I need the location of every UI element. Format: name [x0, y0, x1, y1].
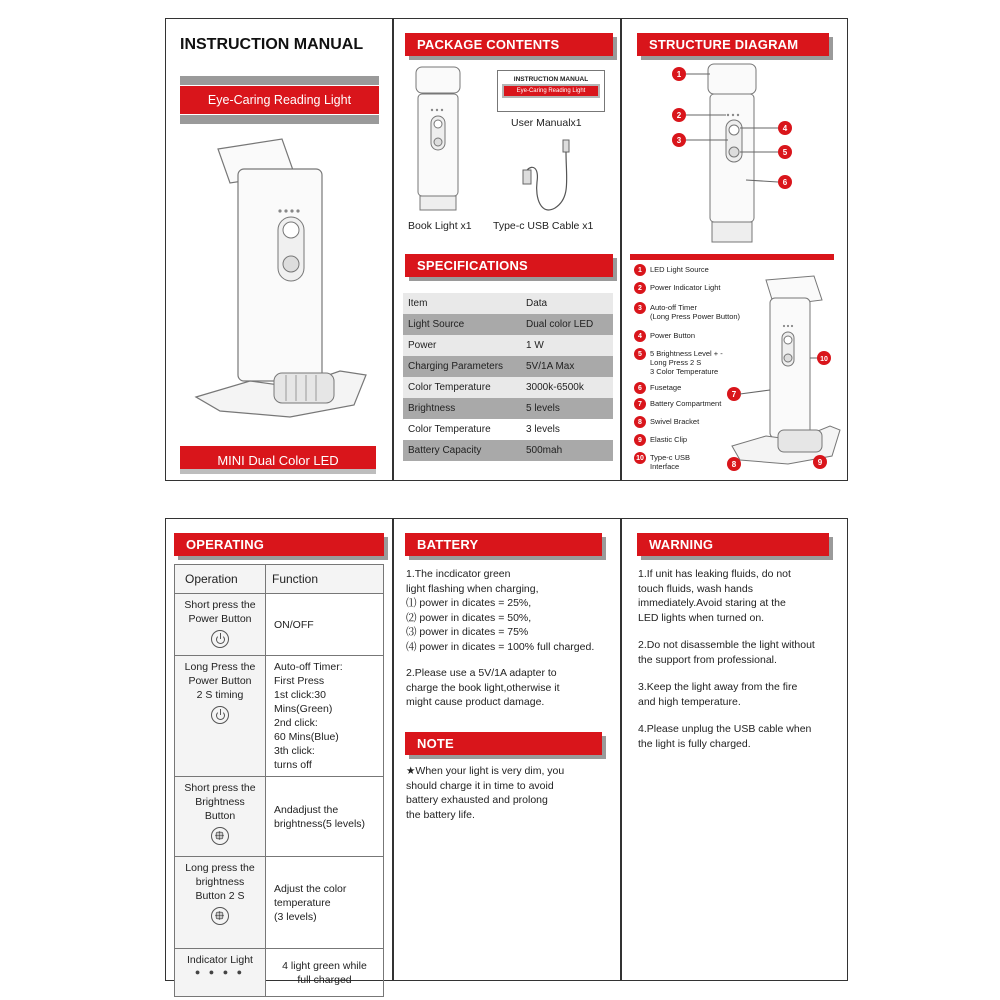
operating-table-header — [175, 565, 384, 594]
legend-number: 1 — [634, 264, 646, 276]
legend-number: 7 — [634, 398, 646, 410]
note-header: NOTE — [405, 732, 602, 755]
legend-number: 9 — [634, 434, 646, 446]
brightness-button-icon — [211, 907, 229, 925]
operating-row — [175, 656, 384, 777]
spec-data: 3 levels — [521, 419, 613, 440]
function-cell — [266, 777, 384, 857]
indicator-dots-icon: ● ● ● ● — [194, 967, 246, 977]
battery-text-2: 2.Please use a 5V/1A adapter to charge the book light,otherwise it might cause product damage. — [406, 667, 560, 708]
battery-text-1: 1.The incdicator green light flashing when charging, ⑴ power in dicates = 25%, ⑵ power in dicates = 50%, ⑶ power in dicates = 75% ⑷ power in dicates = 100% full charged. — [406, 568, 595, 653]
top-divider-2 — [620, 18, 622, 481]
svg-text:6: 6 — [782, 178, 788, 187]
spec-data: Dual color LED — [521, 314, 613, 335]
spec-row — [403, 377, 613, 398]
legend-item — [634, 264, 709, 276]
spec-item: Charging Parameters — [403, 356, 521, 377]
spec-item: Color Temperature — [403, 419, 521, 440]
spec-item: Light Source — [403, 314, 521, 335]
operation-cell — [175, 594, 266, 656]
operation-cell — [175, 857, 266, 949]
legend-number: 4 — [634, 330, 646, 342]
legend-item — [634, 330, 695, 342]
spec-row — [403, 293, 613, 314]
function-text: Andadjust the brightness(5 levels) — [274, 803, 366, 830]
operation-cell — [175, 777, 266, 857]
book-light-label: Book Light x1 — [408, 220, 472, 232]
function-cell — [266, 656, 384, 777]
spec-row — [403, 356, 613, 377]
cover-banner: Eye-Caring Reading Light — [180, 85, 379, 115]
legend-text: 5 Brightness Level + - Long Press 2 S 3 Color Temperature — [650, 349, 723, 376]
power-button-icon — [211, 706, 229, 724]
bottom-divider-1 — [392, 518, 394, 981]
col-operation: Operation — [175, 565, 266, 594]
legend-item — [634, 434, 687, 446]
spec-data: 5V/1A Max — [521, 356, 613, 377]
top-divider-1 — [392, 18, 394, 481]
function-cell — [266, 857, 384, 949]
legend-item — [634, 416, 699, 428]
legend-number: 8 — [634, 416, 646, 428]
spec-item: Battery Capacity — [403, 440, 521, 461]
legend-text: Power Button — [650, 331, 696, 340]
battery-header: BATTERY — [405, 533, 602, 556]
manual-title: INSTRUCTION MANUAL — [180, 36, 364, 53]
svg-text:5: 5 — [782, 148, 788, 157]
warning-text-4: 4.Please unplug the USB cable when the light is fully charged. — [638, 723, 812, 750]
user-manual-label: User Manualx1 — [511, 117, 582, 129]
svg-text:4: 4 — [782, 124, 788, 133]
legend-item — [634, 382, 681, 394]
spec-data: Data — [521, 293, 613, 314]
col-function: Function — [266, 565, 384, 594]
spec-row — [403, 335, 613, 356]
spec-row — [403, 440, 613, 461]
svg-text:10: 10 — [820, 356, 828, 363]
svg-text:7: 7 — [731, 390, 737, 399]
operation-text: Long press the brightness Button 2 S — [185, 862, 255, 902]
spec-data: 1 W — [521, 335, 613, 356]
book-light-illustration — [190, 135, 370, 435]
package-book-light-image — [412, 66, 464, 216]
svg-text:9: 9 — [817, 458, 823, 467]
note-text: ★When your light is very dim, you should charge it in time to avoid battery exhausted and prolong the battery life. — [406, 765, 565, 821]
legend-item — [634, 302, 740, 321]
operation-cell — [175, 656, 266, 777]
structure-separator — [630, 254, 834, 260]
mini-manual-image: INSTRUCTION MANUAL Eye-Caring Reading Light — [497, 70, 605, 112]
package-contents-header: PACKAGE CONTENTS — [405, 33, 613, 56]
function-cell — [266, 949, 384, 997]
function-text: ON/OFF — [274, 618, 314, 631]
warning-text-2: 2.Do not disassemble the light without the support from professional. — [638, 639, 815, 666]
spec-item: Color Temperature — [403, 377, 521, 398]
operating-row — [175, 594, 384, 656]
legend-text: Power Indicator Light — [650, 283, 721, 292]
legend-item — [634, 282, 720, 294]
brightness-button-icon — [211, 827, 229, 845]
function-cell — [266, 594, 384, 656]
footer-banner: MINI Dual Color LED — [180, 446, 376, 474]
svg-text:8: 8 — [731, 460, 737, 469]
legend-item — [634, 348, 723, 376]
structure-front-diagram — [666, 58, 806, 250]
legend-number: 5 — [634, 348, 646, 360]
legend-number: 10 — [634, 452, 646, 464]
spec-row — [403, 398, 613, 419]
legend-item — [634, 452, 690, 471]
spec-data: 3000k-6500k — [521, 377, 613, 398]
function-text: 4 light green while full charged — [282, 959, 367, 986]
operation-text: Short press the Power Button — [184, 599, 256, 625]
svg-text:1: 1 — [676, 70, 682, 79]
legend-item — [634, 398, 721, 410]
structure-side-diagram — [726, 270, 842, 476]
legend-text: Battery Compartment — [650, 399, 722, 408]
legend-number: 2 — [634, 282, 646, 294]
specifications-header: SPECIFICATIONS — [405, 254, 613, 277]
operation-text: Indicator Light — [187, 954, 253, 966]
spec-row — [403, 314, 613, 335]
legend-number: 6 — [634, 382, 646, 394]
function-text: Auto-off Timer: First Press 1st click:30 Mins(Green) 2nd click: 60 Mins(Blue) 3th click: turns off — [274, 661, 343, 771]
operating-table — [174, 564, 384, 997]
warning-header: WARNING — [637, 533, 829, 556]
operating-header: OPERATING — [174, 533, 384, 556]
operating-row — [175, 777, 384, 857]
warning-text-3: 3.Keep the light away from the fire and high temperature. — [638, 681, 798, 708]
warning-text-1: 1.If unit has leaking fluids, do not touch fluids, wash hands immediately.Avoid staring at the LED lights when turned on. — [638, 568, 791, 624]
operation-cell — [175, 949, 266, 997]
legend-text: Swivel Bracket — [650, 417, 700, 426]
operation-text: Long Press the Power Button 2 S timing — [184, 661, 256, 701]
operating-row — [175, 949, 384, 997]
spec-item: Item — [403, 293, 521, 314]
spec-item: Brightness — [403, 398, 521, 419]
spec-item: Power — [403, 335, 521, 356]
legend-text: Type-c USB Interface — [650, 453, 691, 471]
svg-text:3: 3 — [676, 136, 682, 145]
spec-row — [403, 419, 613, 440]
legend-text: Auto-off Timer (Long Press Power Button) — [650, 303, 741, 321]
cable-label: Type-c USB Cable x1 — [493, 220, 594, 232]
spec-data: 5 levels — [521, 398, 613, 419]
usb-cable-image — [515, 138, 579, 218]
legend-text: Elastic Clip — [650, 435, 688, 444]
function-text: Adjust the color temperature (3 levels) — [274, 882, 347, 923]
structure-diagram-header: STRUCTURE DIAGRAM — [637, 33, 829, 56]
legend-text: LED Light Source — [650, 265, 709, 274]
power-button-icon — [211, 630, 229, 648]
operating-row — [175, 857, 384, 949]
spec-data: 500mah — [521, 440, 613, 461]
legend-text: Fusetage — [650, 383, 682, 392]
specifications-table — [403, 293, 613, 461]
legend-number: 3 — [634, 302, 646, 314]
operation-text: Short press the Brightness Button — [184, 782, 256, 822]
bottom-divider-2 — [620, 518, 622, 981]
svg-text:2: 2 — [676, 111, 682, 120]
